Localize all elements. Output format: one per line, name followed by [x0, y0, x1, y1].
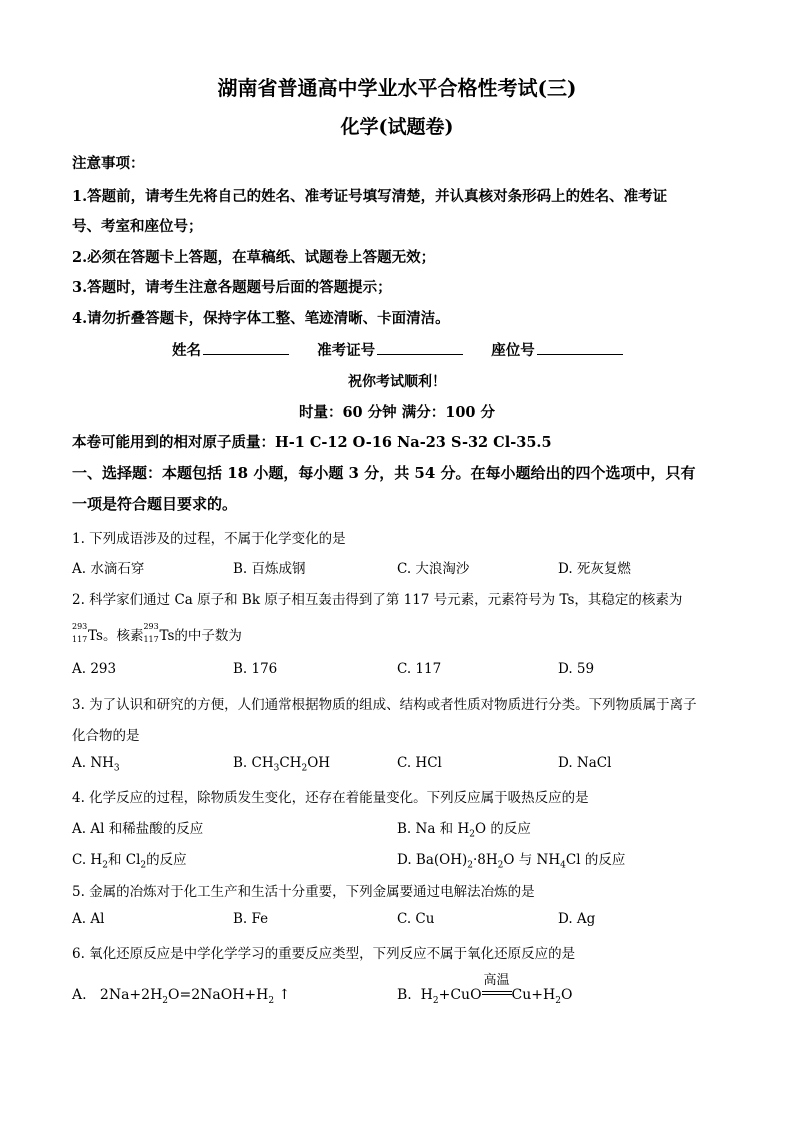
equation: $H_2+CuO$ 高温 $Cu+H_2O$	[420, 973, 573, 1006]
section-heading: 一、选择题：本题包括 18 小题，每小题 3 分，共 54 分。在每小题给出的四个选项中，只有	[72, 464, 696, 482]
note-item: 1.答题前，请考生先将自己的姓名、准考证号填写清楚，并认真核对条形码上的姓名、准考证	[72, 188, 668, 205]
notes-heading: 注意事项：	[72, 155, 145, 172]
candidate-fields	[172, 339, 623, 360]
reaction-condition: 高温	[482, 987, 512, 1003]
note-item: 2.必须在答题卡上答题，在草稿纸、试题卷上答题无效；	[72, 249, 436, 266]
section-heading-cont: 一项是符合题目要求的。	[72, 495, 238, 513]
note-item: 4.请勿折叠答题卡，保持字体工整、笔迹清晰、卡面清洁。	[72, 310, 450, 327]
gas-arrow-icon: ↑	[278, 987, 291, 1003]
q2-option-a: A. 293	[72, 661, 117, 677]
page-title: 湖南省普通高中学业水平合格性考试(三)	[217, 76, 577, 100]
q4-option-d: D. $Ba(OH)_2\cdot 8H_2O$ 与 $NH_4Cl$ 的反应	[397, 852, 626, 871]
q5-option-a: A. Al	[72, 911, 105, 927]
equation: $2Na+2H_2O=2NaOH+H_2$ ↑	[99, 987, 291, 1006]
q3-option-a: A. $NH_3$	[72, 755, 120, 774]
q1-option-d: D. 死灰复燃	[558, 561, 631, 577]
q1-option-b: B. 百炼成钢	[233, 561, 306, 577]
name-label: 姓名	[172, 342, 201, 359]
note-item: 3.答题时，请考生注意各题题号后面的答题提示；	[72, 279, 392, 296]
q3-option-d: D. NaCl	[558, 755, 612, 771]
question-5-stem: 5. 金属的冶炼对于化工生产和生活十分重要，下列金属要通过电解法冶炼的是	[72, 884, 535, 900]
q3-option-b: B. $CH_3CH_2OH$	[233, 755, 331, 774]
q4-option-b: B. Na 和 $H_2O$ 的反应	[397, 821, 531, 840]
q6-option-b: B. $H_2+CuO$ 高温 $Cu+H_2O$	[397, 973, 573, 1006]
q1-option-c: C. 大浪淘沙	[397, 561, 470, 577]
seat-blank	[537, 342, 623, 355]
question-6-stem: 6. 氧化还原反应是中学化学学习的重要反应类型，下列反应不属于氧化还原反应的是	[72, 946, 576, 962]
isotope-notation: 293 117	[72, 622, 88, 644]
wish-text: 祝你考试顺利！	[348, 374, 446, 390]
seat-label: 座位号	[491, 342, 535, 359]
q4-option-c: C. $H_2$和 $Cl_2$的反应	[72, 852, 187, 871]
q2-option-b: B. 176	[233, 661, 278, 677]
exam-no-label: 准考证号	[317, 342, 376, 359]
question-2-stem-cont: 293 117 Ts。核素 293 117 Ts的中子数为	[72, 622, 242, 644]
question-3-stem: 3. 为了认识和研究的方便，人们通常根据物质的组成、结构或者性质对物质进行分类。下列物质属于离子	[72, 697, 697, 713]
q6-option-a: A. $2Na+2H_2O=2NaOH+H_2$ ↑	[72, 987, 291, 1006]
q4-option-a: A. Al 和稀盐酸的反应	[72, 821, 204, 837]
page-subtitle: 化学(试题卷)	[340, 116, 454, 138]
question-4-stem: 4. 化学反应的过程，除物质发生变化，还存在着能量变化。下列反应属于吸热反应的是	[72, 790, 589, 806]
q5-option-d: D. Ag	[558, 911, 596, 927]
isotope-notation: 293 117	[143, 622, 159, 644]
name-blank	[203, 342, 289, 355]
q5-option-b: B. Fe	[233, 911, 269, 927]
q3-option-c: C. HCl	[397, 755, 442, 771]
q5-option-c: C. Cu	[397, 911, 435, 927]
exam-no-blank	[377, 342, 463, 355]
question-3-stem-cont: 化合物的是	[72, 728, 140, 744]
time-score: 时量：60 分钟 满分：100 分	[298, 404, 496, 421]
q2-option-c: C. 117	[397, 661, 442, 677]
question-1-stem: 1. 下列成语涉及的过程，不属于化学变化的是	[72, 531, 346, 547]
q2-option-d: D. 59	[558, 661, 595, 677]
q1-option-a: A. 水滴石穿	[72, 561, 145, 577]
atomic-masses: 本卷可能用到的相对原子质量：H-1 C-12 O-16 Na-23 S-32 Cl-35.5	[72, 434, 552, 451]
question-2-stem: 2. 科学家们通过 Ca 原子和 Bk 原子相互轰击得到了第 117 号元素，元素符号为 Ts，其稳定的核素为	[72, 592, 683, 608]
note-item: 号、考室和座位号；	[72, 218, 203, 235]
